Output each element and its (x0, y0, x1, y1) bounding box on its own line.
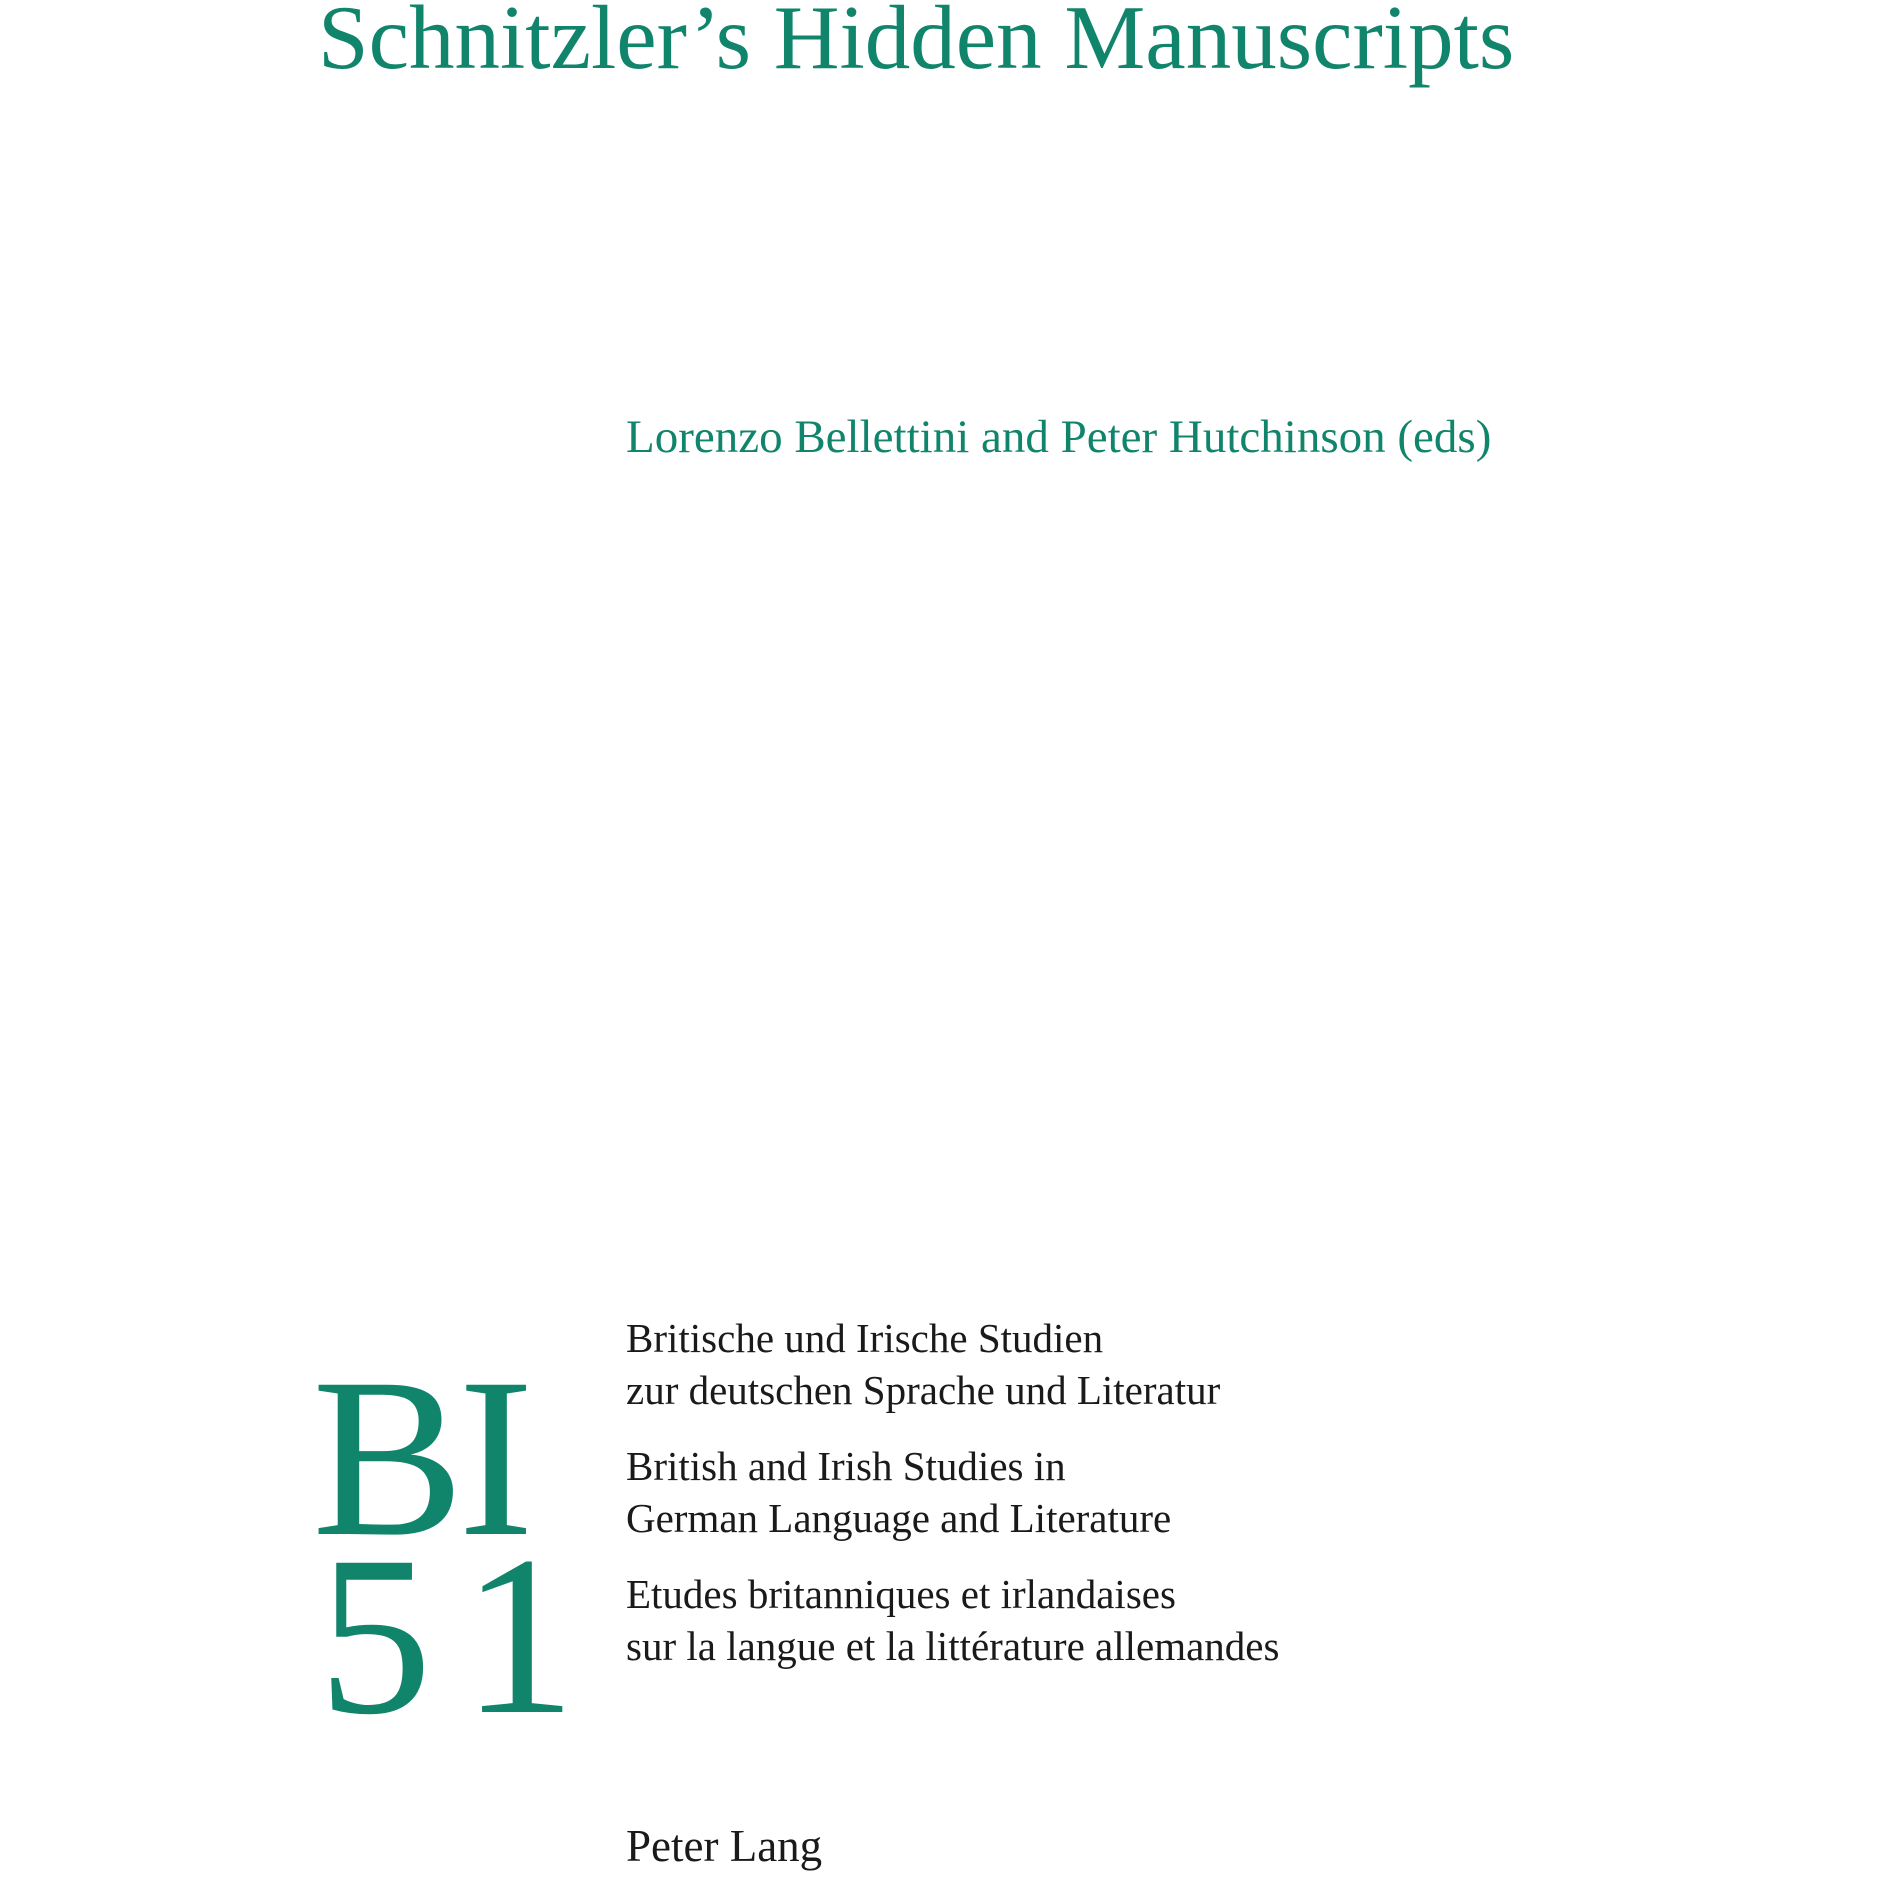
series-names (626, 1312, 1426, 1696)
series-name-line: Britische und Irische Studien (626, 1315, 1104, 1361)
series-code: BI (312, 1332, 528, 1584)
series-name-line: British and Irish Studies in (626, 1443, 1066, 1489)
series-name-french (626, 1568, 1426, 1672)
series-name-line: German Language and Literature (626, 1495, 1172, 1541)
series-number: 51 (318, 1510, 606, 1762)
book-editors: Lorenzo Bellettini and Peter Hutchinson (eds) (626, 411, 1492, 463)
series-name-german (626, 1312, 1426, 1416)
series-name-english (626, 1440, 1426, 1544)
series-name-line: Etudes britanniques et irlandaises (626, 1571, 1176, 1617)
publisher-name: Peter Lang (626, 1821, 823, 1871)
book-title: Schnitzler’s Hidden Manuscripts (318, 0, 1515, 88)
series-name-line: sur la langue et la littérature allemandes (626, 1623, 1280, 1669)
series-name-line: zur deutschen Sprache und Literatur (626, 1367, 1221, 1413)
series-logo (312, 1332, 606, 1762)
